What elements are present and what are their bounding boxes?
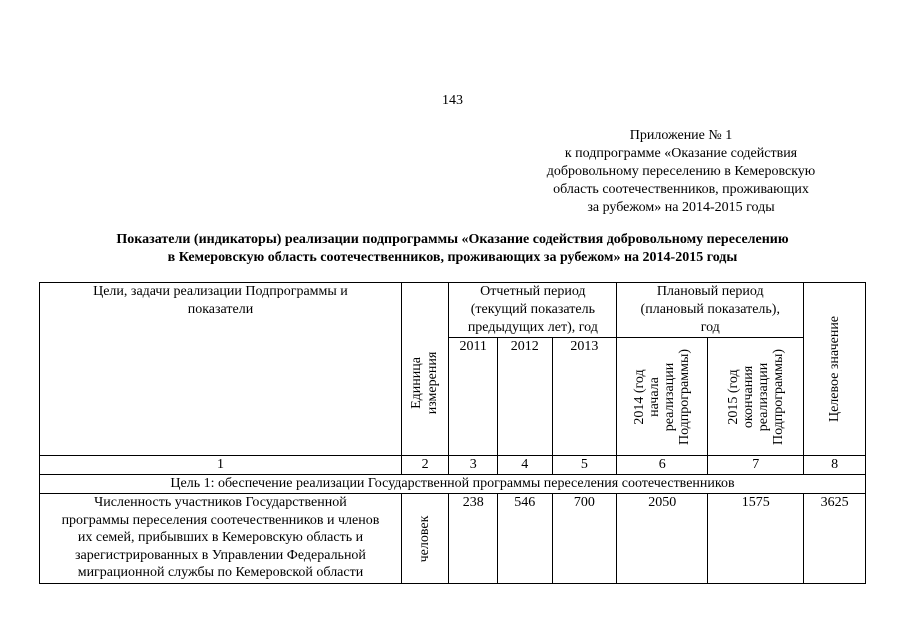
value-2012: 546 (497, 494, 552, 584)
column-number: 6 (617, 456, 708, 475)
title-line: в Кемеровскую область соотечественников, проживающих за рубежом» на 2014-2015 годы (167, 250, 738, 265)
header-year-2013: 2013 (552, 338, 617, 456)
indicators-table (39, 282, 866, 584)
value-2011: 238 (449, 494, 498, 584)
goal-row: Цель 1: обеспечение реализации Государственной программы переселения соотечественников (40, 475, 866, 494)
column-number: 2 (401, 456, 449, 475)
column-number: 1 (40, 456, 402, 475)
header-report-period: Отчетный период (текущий показатель предыдущих лет), год (449, 283, 617, 338)
indicator-unit: человек (401, 494, 449, 584)
header-plan-period: Плановый период (плановый показатель), год (617, 283, 804, 338)
appendix-note (525, 127, 837, 217)
appendix-line: за рубежом» на 2014-2015 годы (587, 200, 775, 215)
column-number: 3 (449, 456, 498, 475)
appendix-line: добровольному переселению в Кемеровскую (546, 164, 816, 179)
value-2013: 700 (552, 494, 617, 584)
appendix-line: к подпрограмме «Оказание содействия (564, 146, 798, 161)
appendix-line: область соотечественников, проживающих (553, 182, 809, 197)
table-row (40, 494, 866, 584)
header-plan-2015: 2015 (год окончания реализации Подпрограммы) (708, 338, 804, 456)
header-year-2012: 2012 (497, 338, 552, 456)
page-number: 143 (442, 93, 463, 108)
indicator-label: Численность участников Государственной программы переселения соотечественников и членов их семей, прибывших в Кемеровскую область и зарегистрированных в Управлении Федеральной миграционной службы по Кемеровской области (40, 494, 402, 584)
title-line: Показатели (индикаторы) реализации подпрограммы «Оказание содействия добровольному переселению (116, 232, 789, 247)
header-unit: Единица измерения (401, 283, 449, 456)
header-target: Целевое значение (804, 283, 866, 456)
column-number: 5 (552, 456, 617, 475)
value-2015: 1575 (708, 494, 804, 584)
header-year-2011: 2011 (449, 338, 498, 456)
value-target: 3625 (804, 494, 866, 584)
value-2014: 2050 (617, 494, 708, 584)
document-title (40, 231, 865, 267)
header-goals: Цели, задачи реализации Подпрограммы и показатели (40, 283, 402, 456)
column-number: 4 (497, 456, 552, 475)
column-number: 7 (708, 456, 804, 475)
header-plan-2014: 2014 (год начала реализации Подпрограммы) (617, 338, 708, 456)
column-number: 8 (804, 456, 866, 475)
appendix-line: Приложение № 1 (629, 128, 733, 143)
